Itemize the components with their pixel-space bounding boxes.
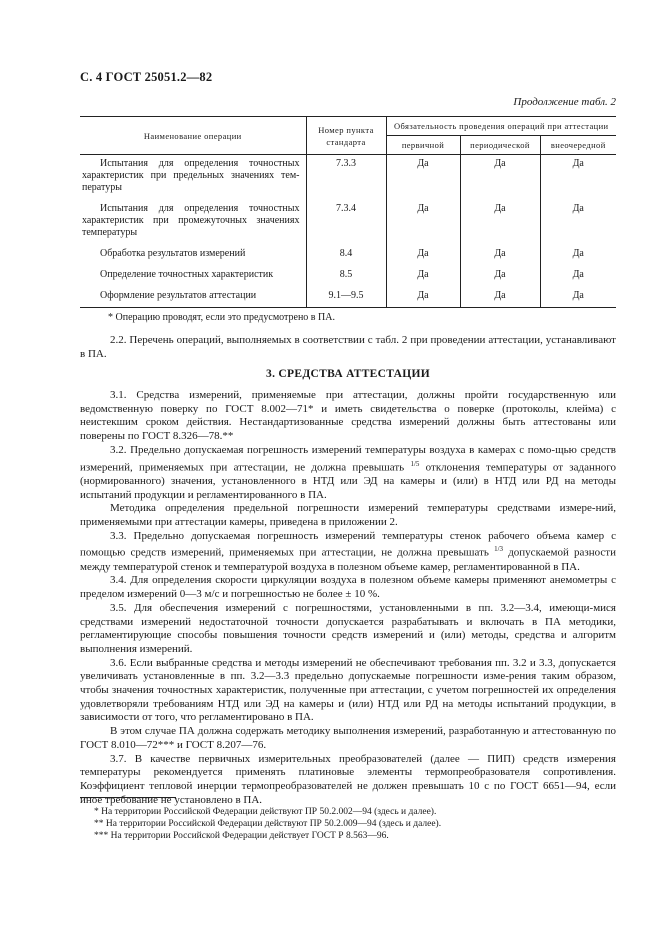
paragraph-3-3 bbox=[80, 530, 616, 575]
row-name: Испытания для определения точностных характеристик при промежуточных значениях температуры bbox=[82, 203, 300, 238]
col-header-extraordinary: внеочередной bbox=[540, 136, 616, 155]
row-number: 7.3.4 bbox=[306, 197, 386, 242]
footnotes bbox=[80, 806, 616, 842]
row-primary: Да bbox=[386, 263, 460, 284]
row-primary: Да bbox=[386, 242, 460, 263]
row-periodic: Да bbox=[460, 242, 540, 263]
paragraph-3-6: 3.6. Если выбранные средства и методы измерений не обеспечивают требования пп. 3.2 и 3.3, допускается увеличивать установленные в пп. 3.2—3.3 предельно допускаемые погрешности изме-рения таким образом, чтобы значения точностных характеристик, полученные при аттестации, с учетом погрешностей их определения удовлетворяли требованиям НТД или ЭД на камеры и (или) НТД или РД на методы испытаний продукции, в зависимости от того, что регламентировано в ПА. bbox=[80, 656, 616, 724]
row-extraordinary: Да bbox=[540, 197, 616, 242]
page-header: С. 4 ГОСТ 25051.2—82 bbox=[80, 70, 213, 84]
paragraph-2-2 bbox=[80, 334, 616, 361]
paragraph-3-2 bbox=[80, 444, 616, 502]
table-row bbox=[80, 155, 616, 198]
row-name: Определение точностных характеристик bbox=[100, 269, 274, 280]
table-row bbox=[80, 197, 616, 242]
col-header-number: Номер пункта стандарта bbox=[306, 117, 386, 155]
footnote: *** На территории Российской Федерации действует ГОСТ Р 8.563—96. bbox=[94, 831, 389, 841]
row-name: Испытания для определения точностных характеристик при предельных значениях тем-пературы bbox=[82, 158, 300, 193]
row-periodic: Да bbox=[460, 263, 540, 284]
row-primary: Да bbox=[386, 197, 460, 242]
row-number: 9.1—9.5 bbox=[306, 284, 386, 308]
row-primary: Да bbox=[386, 284, 460, 308]
col-header-periodic: периодической bbox=[460, 136, 540, 155]
paragraph-3-6-note: В этом случае ПА должна содержать методику выполнения измерений, разработанную и аттестованную по ГОСТ 8.010—72*** и ГОСТ 8.207—76. bbox=[80, 725, 616, 751]
table-footnote: * Операцию проводят, если это предусмотрено в ПА. bbox=[108, 312, 335, 323]
footnote: * На территории Российской Федерации действуют ПР 50.2.002—94 (здесь и далее). bbox=[94, 807, 437, 817]
row-number: 8.5 bbox=[306, 263, 386, 284]
paragraph-3-2-method: Методика определения предельной погрешности измерений температуры средствами измере-ний, применяемыми при аттестации камеры, приведена в приложении 2. bbox=[80, 502, 616, 528]
row-name: Обработка результатов измерений bbox=[100, 248, 246, 259]
row-number: 8.4 bbox=[306, 242, 386, 263]
row-periodic: Да bbox=[460, 155, 540, 198]
footnote: ** На территории Российской Федерации действуют ПР 50.2.009—94 (здесь и далее). bbox=[94, 819, 442, 829]
row-extraordinary: Да bbox=[540, 155, 616, 198]
row-name: Оформление результатов аттестации bbox=[80, 284, 306, 308]
row-extraordinary: Да bbox=[540, 284, 616, 308]
table-row bbox=[80, 284, 616, 308]
row-periodic: Да bbox=[460, 284, 540, 308]
fraction: 1/5 bbox=[410, 459, 420, 468]
fraction: 1/3 bbox=[494, 545, 504, 554]
paragraph-text: 3.2. Предельно допускаемая погрешность измерений температуры воздуха в камерах с помо-щью средств измерений, применяемых при аттестации, не должна превышать bbox=[80, 443, 616, 474]
col-header-primary: первичной bbox=[386, 136, 460, 155]
paragraph-3-7: 3.7. В качестве первичных измерительных преобразователей (далее — ПИП) средств измерения температуры рекомендуется применять платиновые элементы термопреобразователя сопротивления. Коэффициент тепловой инерции термопреобразователей не должен превышать 10 с по ГОСТ 6651—94, если иное требование не установлено в ПА. bbox=[80, 752, 616, 806]
operations-table bbox=[80, 116, 616, 308]
table-row bbox=[80, 263, 616, 284]
footnote-divider bbox=[80, 797, 176, 798]
table-row bbox=[80, 242, 616, 263]
section-title: 3. СРЕДСТВА АТТЕСТАЦИИ bbox=[266, 368, 430, 380]
row-extraordinary: Да bbox=[540, 242, 616, 263]
section-3-body bbox=[80, 389, 616, 807]
paragraph-3-1: 3.1. Средства измерений, применяемые при аттестации, должны пройти государственную или ведомственную поверку по ГОСТ 8.002—71* и иметь свидетельства о поверке (протоколы, клейма) с неистекшим сроком действия. Нестандартизованные средства измерений должны быть аттестованы или поверены по ГОСТ 8.326—78.** bbox=[80, 389, 616, 443]
paragraph-text: 3.3. Предельно допускаемая погрешность измерений температуры стенок рабочего объема камер с помощью средств измерений, применяемых при аттестации, не должна превышать bbox=[80, 529, 616, 560]
table-caption: Продолжение табл. 2 bbox=[513, 96, 616, 108]
row-periodic: Да bbox=[460, 197, 540, 242]
col-header-name: Наименование операции bbox=[80, 117, 306, 155]
paragraph-3-4: 3.4. Для определения скорости циркуляции воздуха в полезном объеме камеры применяют анемометры с пределом измерений 0—3 м/с и погрешностью не более ± 10 %. bbox=[80, 574, 616, 601]
paragraph-text: допускаемой разности между температурой стенок и температурой воздуха в полезном объеме камер, регламентированной в ПА. bbox=[80, 547, 616, 573]
row-primary: Да bbox=[386, 155, 460, 198]
paragraph-3-5: 3.5. Для обеспечения измерений с погрешностями, установленными в пп. 3.2—3.4, имеющи-мися средствами измерений недостаточной точности допускается разрабатывать и включать в ПА методики, регламентирующие способы повышения точности средств измерений и (или) методы, средства и алгоритм выполнения измерений. bbox=[80, 601, 616, 655]
row-extraordinary: Да bbox=[540, 263, 616, 284]
row-number: 7.3.3 bbox=[306, 155, 386, 198]
paragraph-text: 2.2. Перечень операций, выполняемых в соответствии с табл. 2 при проведении аттестации, устанавливают в ПА. bbox=[80, 334, 616, 360]
col-header-obligation: Обязательность проведения операций при аттестации bbox=[386, 117, 616, 136]
paragraph-text: отклонения температуры от заданного (нормированного) значения, установленного в НТД или ЭД на камеры и (или) в НТД или РД на методы испытаний продукции и регламентированного в ПА. bbox=[80, 461, 616, 501]
